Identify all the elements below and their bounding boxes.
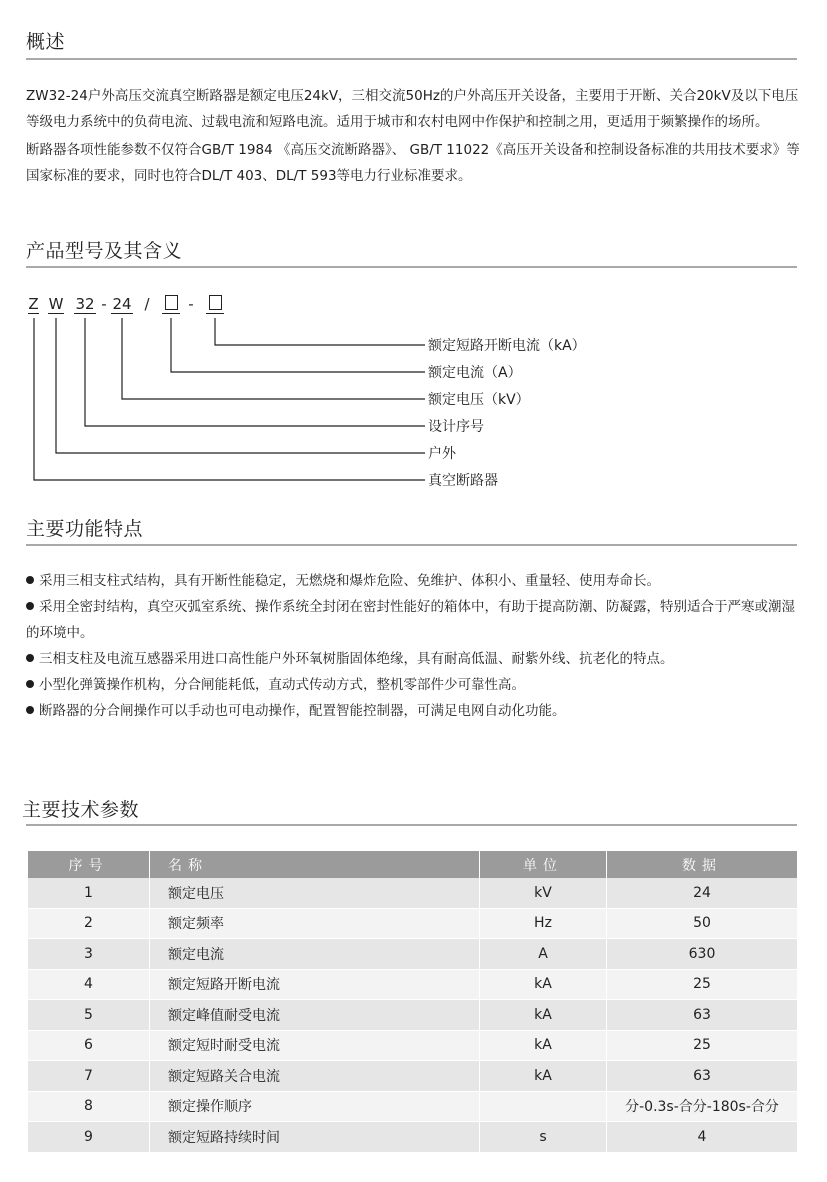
cell-no: 5: [28, 1000, 150, 1031]
feature-item: 断路器的分合闸操作可以手动也可电动操作，配置智能控制器，可满足电网自动化功能。: [26, 698, 802, 724]
section-title-model: 产品型号及其含义: [26, 240, 183, 262]
cell-value: 63: [607, 1000, 797, 1031]
feature-item: 采用三相支柱式结构，具有开断性能稳定，无燃烧和爆炸危险、免维护、体积小、重量轻、使用寿命长。: [26, 568, 802, 594]
table-row: [28, 909, 797, 940]
model-meaning-rated-current: 额定电流（A）: [428, 365, 522, 381]
connector-line-rated-voltage: [122, 318, 425, 399]
cell-unit: Hz: [480, 909, 607, 940]
model-code-w: W: [48, 295, 64, 313]
section-divider: [26, 544, 797, 546]
cell-value: 630: [607, 939, 797, 970]
connector-line-breaking-current: [215, 318, 425, 345]
cell-value: 分-0.3s-合分-180s-合分: [607, 1092, 797, 1123]
feature-item: 采用全密封结构，真空灭弧室系统、操作系统全封闭在密封性能好的箱体中，有助于提高防潮、防凝露，特别适合于严寒或潮湿的环境中。: [26, 599, 795, 641]
feature-list: [26, 568, 802, 724]
cell-value: 50: [607, 909, 797, 940]
cell-unit: kA: [480, 970, 607, 1001]
cell-no: 8: [28, 1092, 150, 1123]
cell-value: 4: [607, 1122, 797, 1153]
table-row: [28, 970, 797, 1001]
table-row: [28, 1031, 797, 1062]
overview-paragraph-2: 断路器各项性能参数不仅符合GB/T 1984 《高压交流断路器》、 GB/T 11022《高压开关设备和控制设备标准的共用技术要求》等国家标准的要求，同时也符合DL/T 403、DL/T 593等电力行业标准要求。: [26, 142, 800, 184]
model-meaning-design-serial: 设计序号: [428, 419, 484, 435]
column-header-name: 名称: [150, 851, 480, 878]
cell-value: 25: [607, 1031, 797, 1062]
cell-unit: A: [480, 939, 607, 970]
bullet-icon: [26, 602, 34, 610]
model-code-slash: /: [144, 295, 150, 313]
section-title-overview: 概述: [26, 31, 66, 53]
bullet-icon: [26, 654, 34, 662]
section-divider: [26, 824, 797, 826]
cell-no: 2: [28, 909, 150, 940]
cell-name: 额定短路持续时间: [150, 1122, 480, 1153]
cell-no: 3: [28, 939, 150, 970]
cell-no: 1: [28, 878, 150, 909]
cell-unit: [480, 1092, 607, 1123]
column-header-no: 序号: [28, 851, 150, 878]
cell-name: 额定频率: [150, 909, 480, 940]
cell-unit: kV: [480, 878, 607, 909]
table-row: [28, 1061, 797, 1092]
bullet-icon: [26, 706, 34, 714]
table-row: [28, 1122, 797, 1153]
model-code-connector-lines: [0, 0, 827, 500]
spec-table: [28, 851, 797, 1153]
column-header-unit: 单位: [480, 851, 607, 878]
table-header-row: [28, 851, 797, 878]
cell-name: 额定操作顺序: [150, 1092, 480, 1123]
cell-value: 25: [607, 970, 797, 1001]
table-row: [28, 1000, 797, 1031]
table-row: [28, 939, 797, 970]
cell-unit: kA: [480, 1031, 607, 1062]
model-meaning-vacuum-breaker: 真空断路器: [428, 473, 498, 489]
model-meaning-breaking-current: 额定短路开断电流（kA）: [428, 338, 586, 354]
cell-no: 4: [28, 970, 150, 1001]
model-code-z: Z: [28, 295, 39, 313]
table-row: [28, 878, 797, 909]
cell-name: 额定短路关合电流: [150, 1061, 480, 1092]
overview-paragraph-1: ZW32-24户外高压交流真空断路器是额定电压24kV，三相交流50Hz的户外高压开关设备，主要用于开断、关合20kV及以下电压等级电力系统中的负荷电流、过载电流和短路电流。适用于城市和农村电网中作保护和控制之用，更适用于频繁操作的场所。: [26, 88, 799, 130]
model-code-32: 32: [75, 295, 95, 313]
cell-unit: kA: [480, 1000, 607, 1031]
cell-value: 63: [607, 1061, 797, 1092]
model-code-dash: -: [188, 295, 194, 313]
cell-value: 24: [607, 878, 797, 909]
section-title-features: 主要功能特点: [26, 518, 144, 540]
bullet-icon: [26, 576, 34, 584]
cell-name: 额定短时耐受电流: [150, 1031, 480, 1062]
section-title-specs: 主要技术参数: [22, 799, 140, 821]
cell-unit: s: [480, 1122, 607, 1153]
cell-unit: kA: [480, 1061, 607, 1092]
model-meaning-outdoor: 户外: [428, 446, 456, 462]
cell-name: 额定峰值耐受电流: [150, 1000, 480, 1031]
cell-no: 9: [28, 1122, 150, 1153]
cell-no: 6: [28, 1031, 150, 1062]
table-row: [28, 1092, 797, 1123]
feature-item: 三相支柱及电流互感器采用进口高性能户外环氧树脂固体绝缘，具有耐高低温、耐紫外线、抗老化的特点。: [26, 646, 802, 672]
cell-no: 7: [28, 1061, 150, 1092]
cell-name: 额定电压: [150, 878, 480, 909]
model-code-dash: -: [101, 295, 107, 313]
connector-line-outdoor: [56, 318, 425, 453]
feature-item: 小型化弹簧操作机构，分合闸能耗低，直动式传动方式，整机零部件少可靠性高。: [26, 672, 802, 698]
bullet-icon: [26, 680, 34, 688]
model-code-24: 24: [112, 295, 132, 313]
cell-name: 额定短路开断电流: [150, 970, 480, 1001]
model-meaning-rated-voltage: 额定电压（kV）: [428, 392, 530, 408]
column-header-value: 数据: [607, 851, 797, 878]
cell-name: 额定电流: [150, 939, 480, 970]
